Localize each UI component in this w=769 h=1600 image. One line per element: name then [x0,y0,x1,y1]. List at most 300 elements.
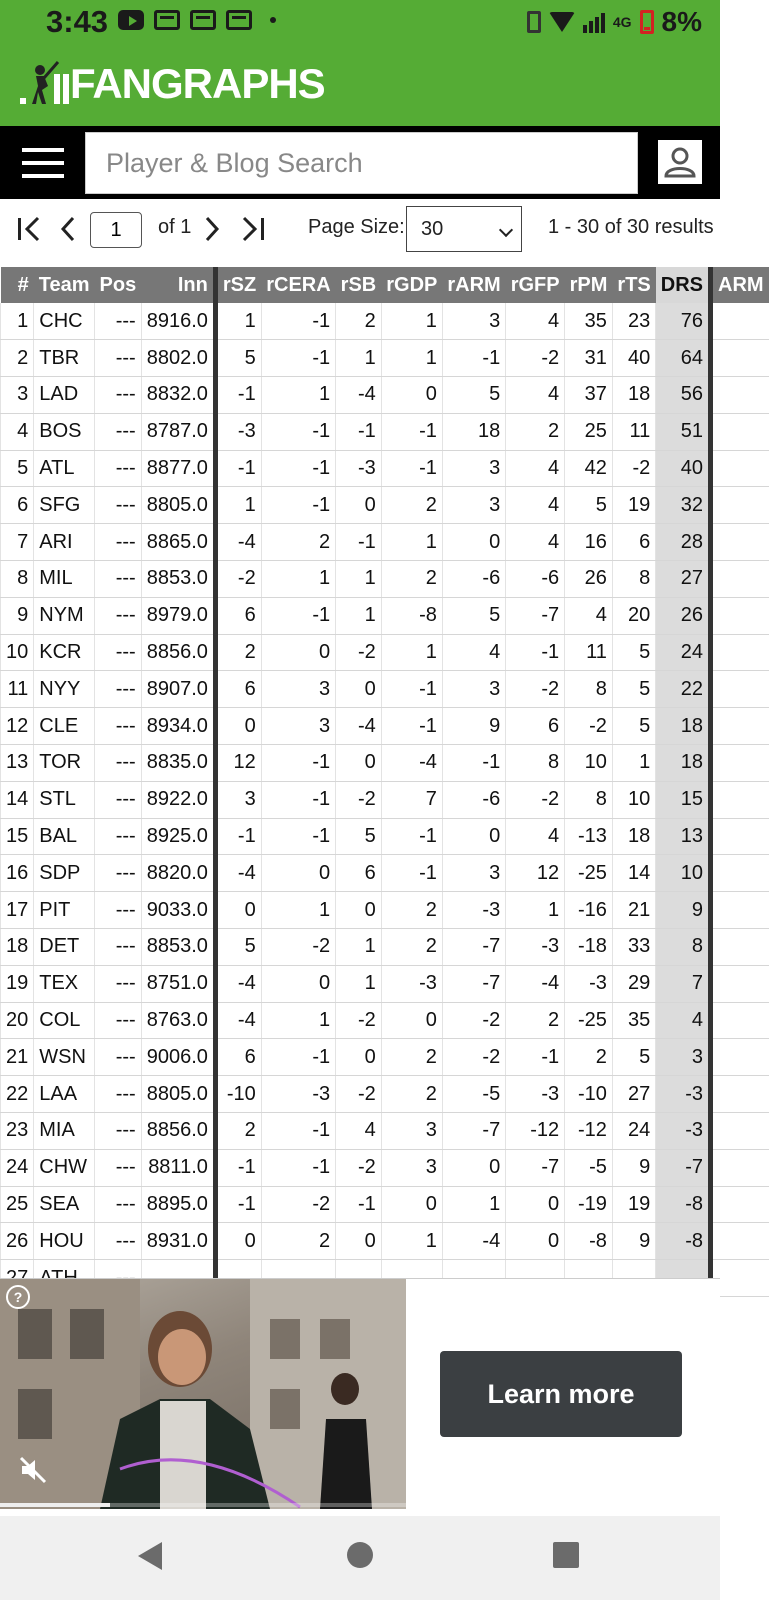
cell-rcera: -1 [261,413,335,450]
cell-rgfp: 8 [506,745,565,782]
cell-rgdp: 7 [381,781,442,818]
cell-rank: 17 [1,892,34,929]
cell-rts: 5 [612,671,655,708]
cell-rgdp: 3 [381,1113,442,1150]
cell-rpm: 8 [565,781,613,818]
cell-rpm: -2 [565,708,613,745]
cell-rsz: 12 [215,745,261,782]
cell-pos: --- [95,671,142,708]
cell-rgdp: 1 [381,303,442,340]
table-row [1,855,769,892]
cell-rcera: 2 [261,1223,335,1260]
user-icon [658,140,702,184]
more-notifications-icon [270,17,276,23]
cell-arm [711,413,769,450]
cell-arm [711,671,769,708]
column-header-pos[interactable]: Pos [95,267,142,303]
cell-pos: --- [95,487,142,524]
cell-rarm: 4 [442,634,505,671]
cell-rank: 12 [1,708,34,745]
cell-rank: 2 [1,340,34,377]
cell-arm [711,1113,769,1150]
cell-drs: 26 [656,597,711,634]
cell-arm [711,965,769,1002]
cell-inn: 8751.0 [141,965,215,1002]
ad-video-frame [0,1279,406,1509]
cell-rpm: 4 [565,597,613,634]
cell-rcera: 0 [261,965,335,1002]
cell-rsb: 0 [336,892,382,929]
cell-rank: 20 [1,1002,34,1039]
home-icon[interactable] [347,1542,373,1568]
batter-logo-icon [18,60,70,108]
table-row [1,1186,769,1223]
column-header-drs[interactable]: DRS [656,267,711,303]
cell-rcera: -1 [261,340,335,377]
user-account-button[interactable] [658,140,702,184]
cell-inn: 8835.0 [141,745,215,782]
column-header-rsb[interactable]: rSB [336,267,382,303]
table-row [1,450,769,487]
cell-rsb: 0 [336,487,382,524]
cell-rcera: -2 [261,929,335,966]
cell-rarm: -2 [442,1039,505,1076]
cell-team[interactable]: STL [34,781,95,818]
cell-inn: 8907.0 [141,671,215,708]
hamburger-menu-icon[interactable] [22,146,64,180]
column-header-rank[interactable]: # [1,267,34,303]
table-row [1,818,769,855]
cell-rarm: 0 [442,818,505,855]
cell-inn: 8979.0 [141,597,215,634]
cell-rsz: -1 [215,1149,261,1186]
cell-rpm: 37 [565,377,613,414]
cell-rpm: 25 [565,413,613,450]
cell-inn: 8853.0 [141,929,215,966]
cell-team[interactable]: DET [34,929,95,966]
cell-inn: 8787.0 [141,413,215,450]
cell-rpm: -5 [565,1149,613,1186]
system-icons [527,6,702,38]
cell-drs: 9 [656,892,711,929]
cell-rcera: 1 [261,1002,335,1039]
cell-rsb: -2 [336,634,382,671]
cell-rgdp: 2 [381,1039,442,1076]
cell-team[interactable]: NYM [34,597,95,634]
cell-rgdp: 0 [381,377,442,414]
cell-rcera: -2 [261,1186,335,1223]
cell-rts: 1 [612,745,655,782]
cell-rarm: 3 [442,855,505,892]
cell-rsb: 1 [336,929,382,966]
cell-rgfp: -3 [506,1076,565,1113]
cell-team[interactable]: BAL [34,818,95,855]
cell-team[interactable]: MIL [34,561,95,598]
cell-rcera: 1 [261,377,335,414]
cell-rgfp: 4 [506,303,565,340]
cell-rpm: -3 [565,965,613,1002]
table-row [1,745,769,782]
cell-rsb: -4 [336,377,382,414]
cell-rank: 24 [1,1149,34,1186]
cell-rsz: -1 [215,1186,261,1223]
cell-drs: 4 [656,1002,711,1039]
cell-rgfp: 2 [506,413,565,450]
cell-rpm: 10 [565,745,613,782]
cell-rank: 6 [1,487,34,524]
cell-pos: --- [95,708,142,745]
cell-team[interactable]: PIT [34,892,95,929]
cell-pos: --- [95,1223,142,1260]
cell-drs: 3 [656,1039,711,1076]
column-header-rpm[interactable]: rPM [565,267,613,303]
news-icon [154,10,180,30]
learn-more-button[interactable]: Learn more [440,1351,682,1437]
column-header-inn[interactable]: Inn [141,267,215,303]
column-header-rsz[interactable]: rSZ [215,267,261,303]
cell-rts: 11 [612,413,655,450]
cell-rarm: 3 [442,303,505,340]
cell-rgdp: 2 [381,1076,442,1113]
cell-arm [711,377,769,414]
cell-arm [711,1002,769,1039]
cell-rts: 19 [612,487,655,524]
cell-rts: 29 [612,965,655,1002]
cell-arm [711,634,769,671]
cell-rank: 22 [1,1076,34,1113]
cell-rsz: -1 [215,818,261,855]
cell-rts: 35 [612,1002,655,1039]
cell-rarm: -2 [442,1002,505,1039]
cell-pos: --- [95,524,142,561]
cell-drs: 76 [656,303,711,340]
cell-inn: 8925.0 [141,818,215,855]
table-row [1,671,769,708]
cell-rank: 15 [1,818,34,855]
cell-rarm: 18 [442,413,505,450]
cell-rarm: -1 [442,745,505,782]
cell-rcera: 2 [261,524,335,561]
cell-rsz: 0 [215,1223,261,1260]
cell-arm [711,487,769,524]
cell-arm [711,818,769,855]
cell-team[interactable]: WSN [34,1039,95,1076]
cell-rank: 7 [1,524,34,561]
column-header-arm[interactable]: ARM [711,267,769,303]
cell-rarm: -7 [442,929,505,966]
team-fielding-table [0,267,764,1278]
cell-pos: --- [95,745,142,782]
cell-team[interactable]: SFG [34,487,95,524]
cell-rsz: -1 [215,377,261,414]
cell-rpm: -18 [565,929,613,966]
cell-rts: 19 [612,1186,655,1223]
cell-rank: 5 [1,450,34,487]
cell-rank: 21 [1,1039,34,1076]
cell-inn: 8865.0 [141,524,215,561]
cell-rgfp: -3 [506,929,565,966]
cell-arm [711,597,769,634]
cell-rpm: -8 [565,1223,613,1260]
table-row [1,303,769,340]
cell-rsz: -3 [215,413,261,450]
cell-arm [711,855,769,892]
cell-rarm: -4 [442,1223,505,1260]
cell-pos: --- [95,561,142,598]
ad-progress-fill [0,1503,110,1507]
cell-rts: 8 [612,561,655,598]
cell-inn: 8853.0 [141,561,215,598]
column-header-rts[interactable]: rTS [612,267,655,303]
cell-drs: 64 [656,340,711,377]
cell-rgfp: 0 [506,1186,565,1223]
page-size-label: Page Size: [308,216,405,238]
search-input[interactable] [85,132,638,194]
cell-team[interactable]: KCR [34,634,95,671]
cell-team[interactable]: NYY [34,671,95,708]
cell-arm [711,1039,769,1076]
table-row [1,965,769,1002]
column-header-rcera[interactable]: rCERA [261,267,335,303]
next-page-icon[interactable] [202,214,222,244]
cell-rank: 4 [1,413,34,450]
column-header-rgdp[interactable]: rGDP [381,267,442,303]
cell-rgfp: -7 [506,597,565,634]
cell-drs: 22 [656,671,711,708]
cell-rgfp: 4 [506,524,565,561]
cell-rts: 10 [612,781,655,818]
cell-rsz: -4 [215,965,261,1002]
table-row [1,413,769,450]
cell-pos: --- [95,1002,142,1039]
table-row [1,1039,769,1076]
cell-pos: --- [95,450,142,487]
cell-rgdp: 2 [381,892,442,929]
cell-rsz: 1 [215,303,261,340]
ad-video[interactable] [0,1279,406,1509]
cell-inn: 8934.0 [141,708,215,745]
cell-rgfp: 4 [506,450,565,487]
cell-arm [711,524,769,561]
cell-rts: 5 [612,634,655,671]
cell-team[interactable]: CHC [34,303,95,340]
cell-rts: 9 [612,1149,655,1186]
android-nav-bar [0,1516,720,1600]
cell-team[interactable]: ATL [34,450,95,487]
cell-rarm: -7 [442,965,505,1002]
cell-team[interactable]: CHW [34,1149,95,1186]
cell-drs: 8 [656,929,711,966]
news-icon-2 [190,10,216,30]
cell-team[interactable]: HOU [34,1223,95,1260]
search-bar [0,126,720,199]
cell-team[interactable]: SDP [34,855,95,892]
cell-rts: 40 [612,340,655,377]
cell-team[interactable]: TOR [34,745,95,782]
youtube-icon [118,10,144,30]
results-count: 1 - 30 of 30 results [548,216,714,238]
cell-inn: 8805.0 [141,487,215,524]
cell-pos: --- [95,818,142,855]
cell-drs: 40 [656,450,711,487]
fangraphs-logo[interactable] [18,60,325,108]
cell-rts: 21 [612,892,655,929]
cell-pos: --- [95,1076,142,1113]
first-page-icon[interactable] [16,214,42,244]
cell-arm [711,781,769,818]
page-size-select[interactable] [406,206,522,252]
cell-rgdp: 2 [381,929,442,966]
cell-arm [711,450,769,487]
cell-arm [711,892,769,929]
cell-rsz: 6 [215,597,261,634]
cell-rcera: -1 [261,781,335,818]
column-header-team[interactable]: Team [34,267,95,303]
prev-page-icon[interactable] [58,214,78,244]
table-row [1,377,769,414]
cell-team[interactable]: CLE [34,708,95,745]
cell-rpm: -13 [565,818,613,855]
cell-rgdp: 1 [381,340,442,377]
cell-rank: 16 [1,855,34,892]
cell-rgfp: -2 [506,671,565,708]
cell-pos: --- [95,1039,142,1076]
cell-rpm: -12 [565,1113,613,1150]
back-icon[interactable] [138,1542,162,1570]
cell-rgfp: 4 [506,487,565,524]
status-time: 3:43 [46,4,109,39]
cell-rcera: -1 [261,745,335,782]
cell-arm [711,340,769,377]
cell-drs: 28 [656,524,711,561]
cell-team[interactable]: COL [34,1002,95,1039]
cell-rgfp: -6 [506,561,565,598]
cell-team[interactable]: TBR [34,340,95,377]
cell-pos: --- [95,1113,142,1150]
cell-rgdp: 1 [381,524,442,561]
cell-inn: 8856.0 [141,1113,215,1150]
cell-inn: 9033.0 [141,892,215,929]
recent-apps-icon[interactable] [553,1542,579,1568]
cell-rcera: 0 [261,634,335,671]
table-row [1,1076,769,1113]
cell-drs: 10 [656,855,711,892]
table-row [1,597,769,634]
ad-progress-bar [0,1503,406,1507]
cell-rgfp: 2 [506,1002,565,1039]
cell-inn: 8895.0 [141,1186,215,1223]
cell-rsz: 2 [215,1113,261,1150]
cell-rank: 10 [1,634,34,671]
cell-rcera: -1 [261,818,335,855]
cell-rsb: -4 [336,708,382,745]
news-icon-3 [226,10,252,30]
cell-rts: 23 [612,303,655,340]
cell-rcera: -1 [261,450,335,487]
cell-inn: 8811.0 [141,1149,215,1186]
cell-rsz: 5 [215,929,261,966]
cell-rpm: 2 [565,1039,613,1076]
table-row [1,1149,769,1186]
cell-rgdp: -8 [381,597,442,634]
cell-pos: --- [95,929,142,966]
mute-icon[interactable] [18,1455,48,1485]
cell-team[interactable]: LAA [34,1076,95,1113]
cell-drs: 18 [656,745,711,782]
table-header-row [1,267,769,303]
cell-rpm: -19 [565,1186,613,1223]
column-header-rgfp[interactable]: rGFP [506,267,565,303]
cell-drs: 24 [656,634,711,671]
cell-team[interactable]: SEA [34,1186,95,1223]
cell-arm [711,561,769,598]
cell-rgfp: -12 [506,1113,565,1150]
cell-rts: 20 [612,597,655,634]
cell-rarm: 9 [442,708,505,745]
cell-rsb: 1 [336,561,382,598]
cell-arm [711,708,769,745]
cell-rarm: -6 [442,781,505,818]
cell-rsb: 0 [336,671,382,708]
cell-drs: -3 [656,1076,711,1113]
ad-help-icon[interactable]: ? [6,1285,30,1309]
cell-team[interactable]: MIA [34,1113,95,1150]
cell-drs: -7 [656,1149,711,1186]
stats-table [0,267,769,1297]
page-number-input[interactable] [90,212,142,248]
cell-inn: 8922.0 [141,781,215,818]
last-page-icon[interactable] [240,214,266,244]
cell-rgdp: -1 [381,855,442,892]
cell-rcera: -1 [261,487,335,524]
cell-rank: 13 [1,745,34,782]
cell-rarm: 3 [442,450,505,487]
cell-pos: --- [95,413,142,450]
cell-team[interactable]: LAD [34,377,95,414]
cell-pos: --- [95,781,142,818]
battery-icon [640,10,654,34]
cell-team[interactable]: TEX [34,965,95,1002]
cell-rpm: -16 [565,892,613,929]
cell-arm [711,1186,769,1223]
cell-inn: 8877.0 [141,450,215,487]
cell-rsb: -2 [336,1076,382,1113]
table-row [1,1223,769,1260]
cell-rcera: 1 [261,561,335,598]
column-header-rarm[interactable]: rARM [442,267,505,303]
cell-rgdp: 3 [381,1149,442,1186]
cell-rank: 18 [1,929,34,966]
cell-rsz: -2 [215,561,261,598]
cell-rsb: 6 [336,855,382,892]
cell-team[interactable]: BOS [34,413,95,450]
cell-inn: 8832.0 [141,377,215,414]
cell-rsz: 2 [215,634,261,671]
cell-arm [711,745,769,782]
cell-inn: 8802.0 [141,340,215,377]
cell-rank: 19 [1,965,34,1002]
cell-rsz: 6 [215,671,261,708]
pagination-bar [0,204,720,256]
cell-team[interactable]: ARI [34,524,95,561]
cell-rts: 24 [612,1113,655,1150]
cell-drs: 56 [656,377,711,414]
cell-rsb: -1 [336,524,382,561]
cell-rank: 23 [1,1113,34,1150]
cell-rank: 11 [1,671,34,708]
wifi-icon [549,12,575,32]
cell-rsb: 1 [336,597,382,634]
